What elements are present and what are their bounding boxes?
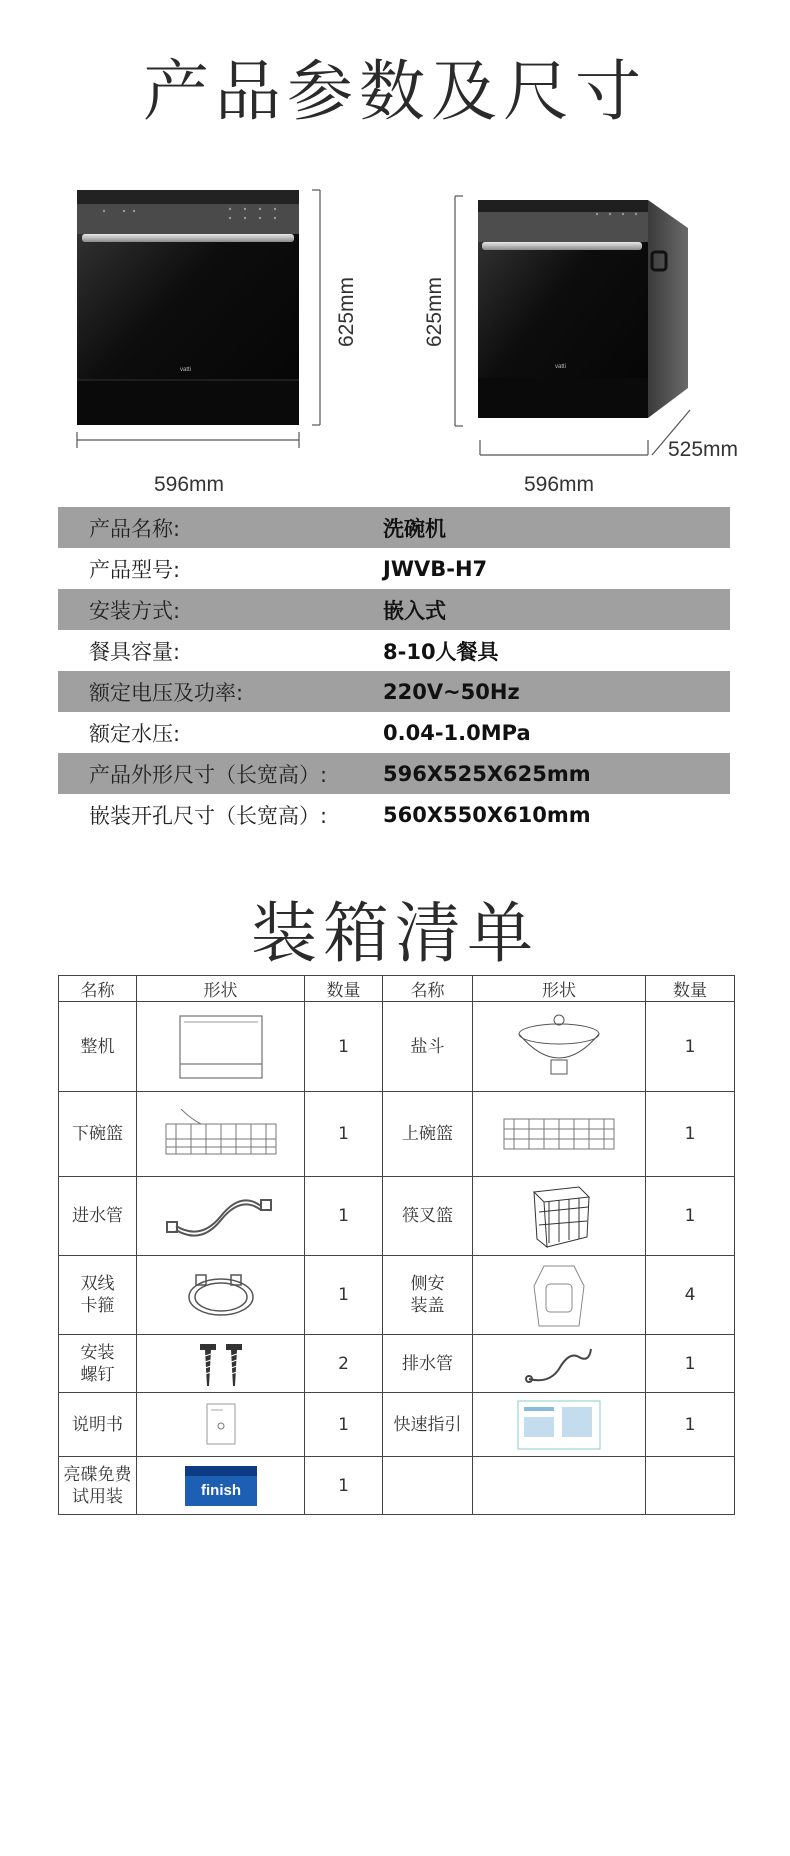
item-illustration [137, 1002, 305, 1092]
item-illustration [473, 1177, 646, 1256]
side-width-label: 596mm [524, 473, 595, 496]
item-illustration [137, 1393, 305, 1457]
item-name: 安装 螺钉 [59, 1335, 137, 1393]
front-width-label: 596mm [154, 473, 225, 496]
item-quantity: 2 [305, 1335, 383, 1393]
spec-key: 产品外形尺寸（长宽高）: [89, 762, 328, 787]
item-illustration [473, 1457, 646, 1515]
item-quantity: 1 [305, 1092, 383, 1177]
pack-header-cell: 形状 [473, 976, 646, 1002]
front-height-label: 625mm [335, 276, 358, 347]
item-quantity [646, 1457, 735, 1515]
item-quantity: 1 [646, 1177, 735, 1256]
spec-key: 餐具容量: [89, 639, 181, 664]
pack-row [59, 1335, 735, 1393]
spec-value: 560X550X610mm [383, 802, 591, 827]
pack-row [59, 1092, 735, 1177]
item-name: 排水管 [383, 1335, 473, 1393]
item-name: 快速指引 [383, 1393, 473, 1457]
packing-list-table [58, 975, 735, 1515]
spec-row [58, 548, 730, 589]
pack-row [59, 1177, 735, 1256]
spec-key: 嵌装开孔尺寸（长宽高）: [89, 803, 328, 828]
side-height-label: 625mm [423, 276, 446, 347]
item-quantity: 1 [305, 1177, 383, 1256]
spec-key: 安装方式: [89, 598, 181, 623]
spec-row [58, 753, 730, 794]
item-name: 盐斗 [383, 1002, 473, 1092]
item-quantity: 1 [305, 1256, 383, 1335]
item-illustration [473, 1335, 646, 1393]
item-illustration [473, 1256, 646, 1335]
spec-key: 产品型号: [89, 557, 181, 582]
pack-header-cell: 名称 [383, 976, 473, 1002]
section-title-packing-list: 装箱清单 [251, 895, 539, 972]
side-depth-label: 525mm [668, 438, 739, 461]
spec-row [58, 630, 730, 671]
brand-logo-front: vatti [180, 367, 192, 373]
spec-key: 产品名称: [89, 516, 181, 541]
item-name: 进水管 [59, 1177, 137, 1256]
pack-header-cell: 名称 [59, 976, 137, 1002]
spec-row [58, 712, 730, 753]
spec-key: 额定水压: [89, 721, 181, 746]
item-illustration [473, 1393, 646, 1457]
section-title-specs: 产品参数及尺寸 [143, 53, 647, 130]
item-name: 上碗篮 [383, 1092, 473, 1177]
item-quantity: 1 [646, 1002, 735, 1092]
item-illustration [137, 1335, 305, 1393]
spec-value: 596X525X625mm [383, 761, 591, 786]
item-illustration [473, 1002, 646, 1092]
spec-value: 8-10人餐具 [383, 639, 499, 664]
spec-row [58, 671, 730, 712]
spec-value: 0.04-1.0MPa [383, 720, 531, 745]
item-quantity: 1 [646, 1393, 735, 1457]
spec-value: JWVB-H7 [383, 556, 488, 581]
item-quantity: 1 [646, 1092, 735, 1177]
finish-brand-label: finish [200, 1481, 241, 1499]
pack-header-cell: 数量 [646, 976, 735, 1002]
pack-header-cell: 数量 [305, 976, 383, 1002]
item-quantity: 1 [305, 1457, 383, 1515]
item-name: 说明书 [59, 1393, 137, 1457]
item-name [383, 1457, 473, 1515]
item-illustration [137, 1457, 305, 1515]
item-name: 筷叉篮 [383, 1177, 473, 1256]
brand-logo-side: vatti [555, 364, 567, 370]
item-name: 亮碟免费 试用装 [59, 1457, 137, 1515]
item-illustration [137, 1177, 305, 1256]
spec-value: 嵌入式 [383, 598, 446, 623]
item-quantity: 1 [305, 1393, 383, 1457]
item-name: 整机 [59, 1002, 137, 1092]
item-quantity: 1 [305, 1002, 383, 1092]
pack-row [59, 1256, 735, 1335]
spec-row [58, 589, 730, 630]
spec-key: 额定电压及功率: [89, 680, 244, 705]
item-name: 下碗篮 [59, 1092, 137, 1177]
perspective-view-dishwasher [478, 200, 688, 418]
spec-row [58, 794, 730, 835]
item-name: 侧安 装盖 [383, 1256, 473, 1335]
item-quantity: 4 [646, 1256, 735, 1335]
spec-row [58, 507, 730, 548]
item-name: 双线 卡箍 [59, 1256, 137, 1335]
pack-row [59, 1393, 735, 1457]
product-drawings [0, 0, 790, 500]
specs-table [58, 507, 730, 835]
item-illustration [137, 1256, 305, 1335]
pack-row [59, 1002, 735, 1092]
front-view-dishwasher [77, 190, 299, 425]
item-quantity: 1 [646, 1335, 735, 1393]
pack-header-cell: 形状 [137, 976, 305, 1002]
spec-value: 220V~50Hz [383, 679, 520, 704]
item-illustration [473, 1092, 646, 1177]
item-illustration [137, 1092, 305, 1177]
spec-value: 洗碗机 [383, 516, 446, 541]
pack-row [59, 1457, 735, 1515]
